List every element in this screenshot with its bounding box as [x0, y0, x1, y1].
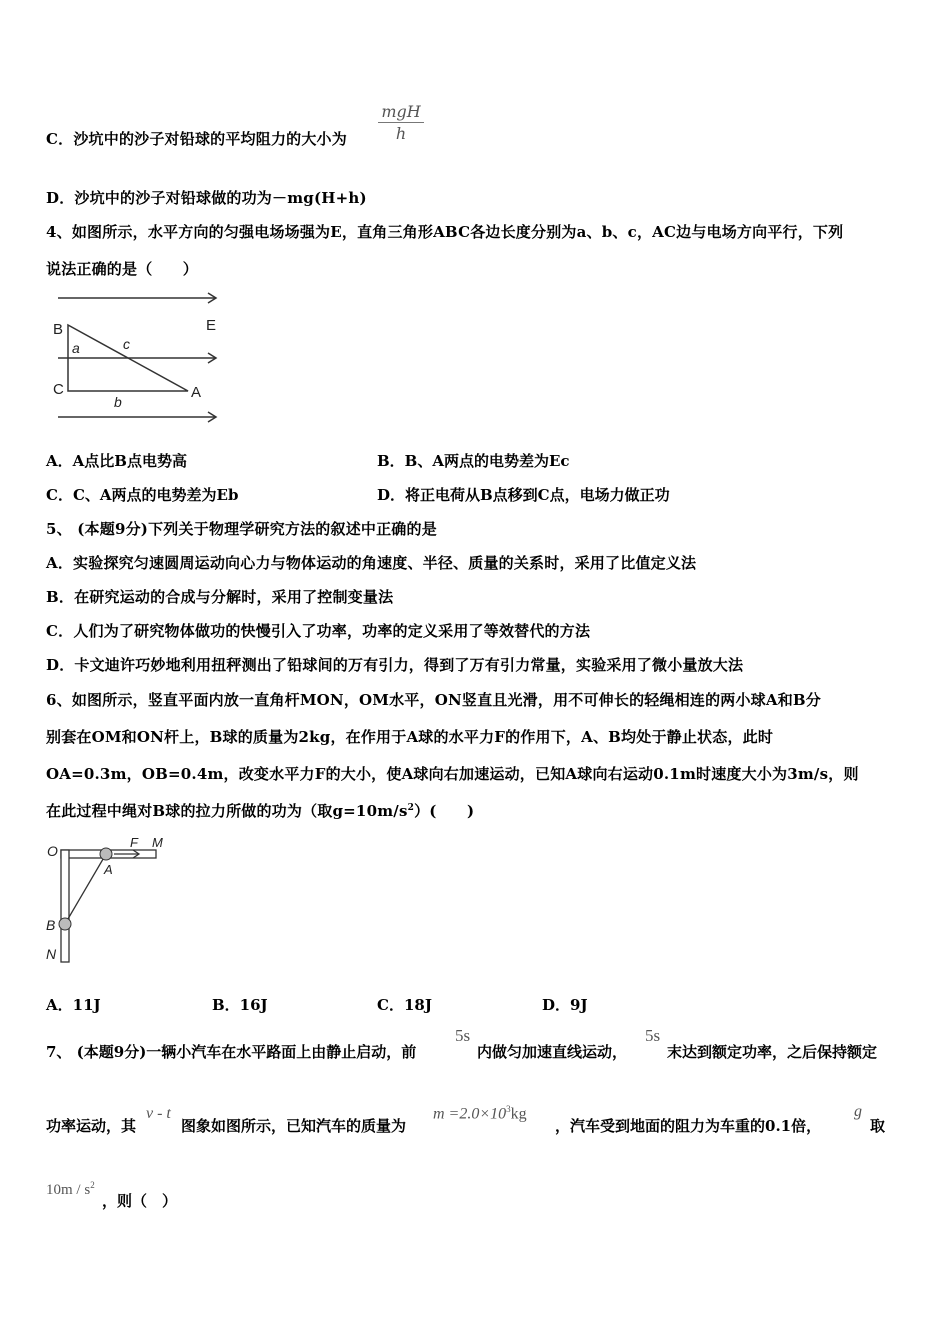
- q7-stem-part5: 图象如图所示，已知汽车的质量为: [181, 1117, 407, 1135]
- q7-formula-vt: v - t: [146, 1105, 171, 1122]
- q5-option-a: A．实验探究匀速圆周运动向心力与物体运动的角速度、半径、质量的关系时，采用了比值定义法: [46, 554, 697, 572]
- label-a: A: [191, 384, 202, 401]
- q7-formula-g: g: [854, 1103, 862, 1120]
- q6-line4-end: ）( ): [414, 802, 475, 820]
- q4-stem-line2: 说法正确的是（ ）: [46, 260, 199, 278]
- q7-formula-accel: [46, 1180, 95, 1199]
- q5-option-b: B．在研究运动的合成与分解时，采用了控制变量法: [46, 588, 394, 606]
- q4-option-a: A．A点比B点电势高: [46, 452, 187, 470]
- q6-option-d: D．9J: [542, 996, 588, 1014]
- q6-stem-line3: OA=0.3m，OB=0.4m，改变水平力F的大小，使A球向右加速运动，已知A球向右运动0.1m时速度大小为3m/s，则: [46, 765, 859, 783]
- q6-line4-text: 在此过程中绳对B球的拉力所做的功为（取g=10m/s: [46, 802, 408, 820]
- q4-option-b: B．B、A两点的电势差为Ec: [377, 452, 570, 470]
- label-e: E: [206, 317, 217, 334]
- q4-option-d: D．将正电荷从B点移到C点，电场力做正功: [377, 486, 670, 504]
- q6-option-a: A．11J: [46, 996, 101, 1014]
- label-m: M: [152, 835, 163, 850]
- q7-mass-unit: kg: [510, 1105, 527, 1123]
- q4-figure: [48, 285, 228, 427]
- q5-option-d: D．卡文迪许巧妙地利用扭秤测出了铅球间的万有引力，得到了万有引力常量，实验采用了微小量放大法: [46, 656, 744, 674]
- q7-formula-5s-2: 5s: [645, 1026, 661, 1045]
- q7-accel-exponent: 2: [90, 1180, 95, 1190]
- q5-option-c: C．人们为了研究物体做功的快慢引入了功率，功率的定义采用了等效替代的方法: [46, 622, 591, 640]
- q3-option-c-text: C．沙坑中的沙子对铅球的平均阻力的大小为: [46, 130, 347, 148]
- q7-stem-part3: 末达到额定功率，之后保持额定: [667, 1043, 878, 1061]
- label-a: A: [104, 862, 113, 877]
- label-n: N: [46, 946, 57, 962]
- label-a-side: a: [72, 340, 80, 356]
- ball-b: [59, 918, 71, 930]
- q6-option-c: C．18J: [377, 996, 432, 1014]
- label-b-side: b: [114, 394, 122, 410]
- label-b: B: [46, 917, 56, 933]
- q6-stem-line4: [46, 800, 474, 821]
- label-c-side: c: [123, 336, 130, 352]
- fraction-bar: [378, 122, 424, 123]
- rod-on: [61, 850, 69, 962]
- q7-accel-value: 10m / s: [46, 1182, 91, 1198]
- q6-stem-line2: 别套在OM和ON杆上，B球的质量为2kg，在作用于A球的水平力F的作用下，A、B均处于静止状态，此时: [46, 728, 774, 746]
- q6-stem-line1: 6、如图所示，竖直平面内放一直角杆MON，OM水平，ON竖直且光滑，用不可伸长的轻绳相连的两小球A和B分: [46, 691, 821, 709]
- q7-stem-part8: ，则（ ）: [102, 1192, 178, 1210]
- q7-mass-exponent: 3: [506, 1104, 511, 1114]
- q4-option-c: C．C、A两点的电势差为Eb: [46, 486, 239, 504]
- q7-stem-part1: 7、 (本题9分)一辆小汽车在水平路面上由静止启动，前: [46, 1043, 417, 1061]
- q4-stem-line1: 4、如图所示，水平方向的匀强电场场强为E，直角三角形ABC各边长度分别为a、b、c，AC边与电场方向平行，下列: [46, 223, 844, 241]
- q3-option-c-fraction: [378, 102, 424, 143]
- rope-ab: [65, 854, 106, 924]
- q6-line4-sup: 2: [407, 803, 415, 813]
- q6-figure: [44, 834, 174, 969]
- q6-option-b: B．16J: [212, 996, 268, 1014]
- fraction-numerator: mgH: [381, 102, 421, 121]
- fraction-denominator: h: [395, 124, 407, 143]
- q3-option-d: D．沙坑中的沙子对铅球做的功为－mg(H+h): [46, 189, 367, 207]
- ball-a: [100, 848, 112, 860]
- q3-option-c: [46, 128, 347, 149]
- q7-stem-part2: 内做匀加速直线运动，: [477, 1043, 628, 1061]
- label-f: F: [130, 835, 138, 850]
- q5-stem: 5、 (本题9分)下列关于物理学研究方法的叙述中正确的是: [46, 520, 437, 538]
- q7-stem-part6: ，汽车受到地面的阻力为车重的0.1倍，: [555, 1117, 822, 1135]
- q7-formula-5s-1: 5s: [455, 1026, 471, 1045]
- q7-stem-part7: 取: [870, 1117, 886, 1135]
- q7-mass-value: m =2.0×10: [433, 1105, 507, 1123]
- label-o: O: [47, 843, 58, 859]
- q7-formula-mass: [433, 1104, 527, 1123]
- label-b: B: [53, 321, 64, 338]
- q7-stem-part4: 功率运动，其: [46, 1117, 137, 1135]
- label-c: C: [53, 381, 64, 398]
